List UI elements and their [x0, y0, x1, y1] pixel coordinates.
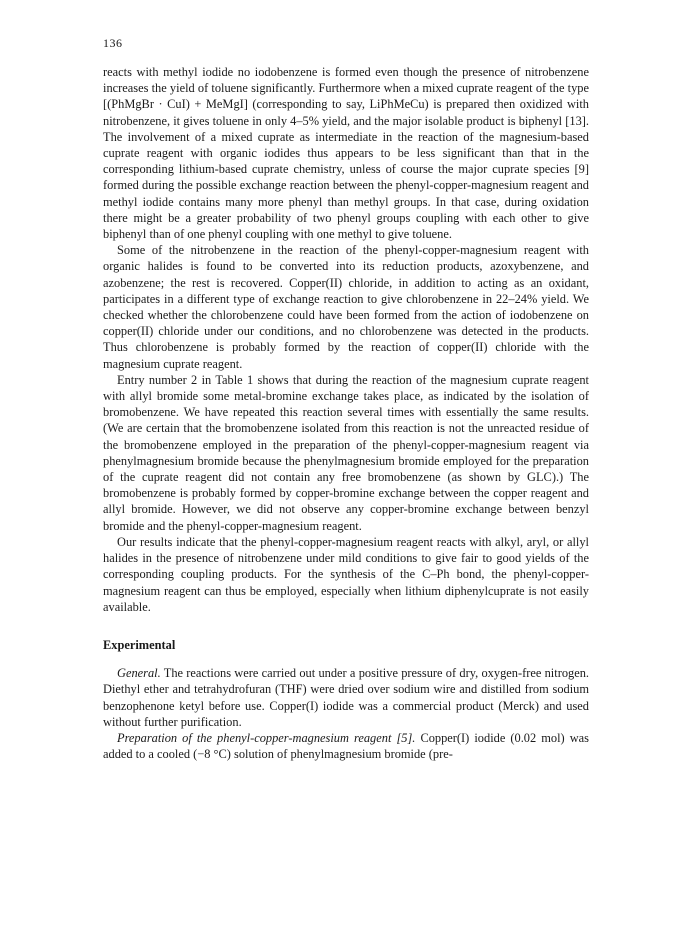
section-heading-experimental: Experimental	[103, 637, 176, 652]
preparation-label: Preparation of the phenyl-copper-magnesium reagent [5].	[117, 730, 416, 745]
page-number: 136	[103, 36, 123, 50]
general-text: The reactions were carried out under a positive pressure of dry, oxygen-free nitrogen. Diethyl ether and tetrahydrofuran (THF) were dried over sodium wire and distilled from sodium benzophenone ketyl before use. Copper(I) iodide was a commercial product (Merck) and used without further purification.	[103, 666, 590, 729]
general-label: General.	[117, 666, 161, 681]
preparation-paragraph	[103, 730, 589, 762]
paragraph-1: reacts with methyl iodide no iodobenzene is formed even though the presence of nitrobenzene increases the yield of toluene significantly. Furthermore when a mixed cuprate reagent of the type [(PhMgBr · CuI) + MeMgI] (corresponding to say, LiPhMeCu) is prepared then oxidized with nitrobenzene, it gives toluene in only 4–5% yield, and the major isolable product is biphenyl [13]. The involvement of a mixed cuprate as intermediate in the reaction of the magnesium-based cuprate reagent with organic iodides thus appears to be less significant than that in the corresponding lithium-based cuprate chemistry, unless of course the major cuprate species [9] formed during the possible exchange reaction between the phenyl-copper-magnesium reagent and methyl iodide contains many more phenyl than methyl groups. In that case, during oxidation there might be a greater probability of two phenyl groups coupling with each other to give biphenyl than of one phenyl coupling with one methyl to give toluene.	[103, 65, 589, 242]
paragraph-4: Our results indicate that the phenyl-copper-magnesium reagent reacts with alkyl, aryl, or allyl halides in the presence of nitrobenzene under mild conditions to give fair to good yields of the corresponding coupling products. For the synthesis of the C–Ph bond, the phenyl-copper-magnesium reagent can thus be employed, especially when lithium diphenylcuprate is not easily available.	[103, 534, 589, 614]
general-paragraph	[103, 665, 589, 730]
preparation-text: Copper(I) iodide (0.02 mol) was added to a cooled (−8 °C) solution of phenylmagnesium bromide (pre-	[103, 730, 589, 762]
paragraph-3: Entry number 2 in Table 1 shows that during the reaction of the magnesium cuprate reagent with allyl bromide some metal-bromine exchange takes place, as indicated by the isolation of bromobenzene. We have repeated this reaction several times with essentially the same results. (We are certain that the bromobenzene isolated from this reaction is not the unreacted residue of the bromobenzene employed in the preparation of the phenyl-copper-magnesium reagent via phenylmagnesium bromide because the phenylmagnesium bromide employed for the preparation of the cuprate reagent did not contain any free bromobenzene (as shown by GLC).) The bromobenzene is probably formed by copper-bromine exchange between the copper reagent and allyl bromide. However, we did not observe any copper-bromine exchange between benzyl bromide and the phenyl-copper-magnesium reagent.	[103, 372, 589, 533]
body-text	[103, 64, 589, 762]
paragraph-2: Some of the nitrobenzene in the reaction of the phenyl-copper-magnesium reagent with organic halides is found to be converted into its reduction products, azoxybenzene, and azobenzene; the rest is recovered. Copper(II) chloride, in addition to acting as an oxidant, participates in a different type of exchange reaction to give chlorobenzene in 22–24% yield. We checked whether the chlorobenzene could have been formed from the action of iodobenzene on copper(II) chloride under our conditions, and no chlorobenzene was detected in the products. Thus chlorobenzene is probably formed by the reaction of copper(II) chloride with the magnesium cuprate reagent.	[103, 243, 589, 371]
